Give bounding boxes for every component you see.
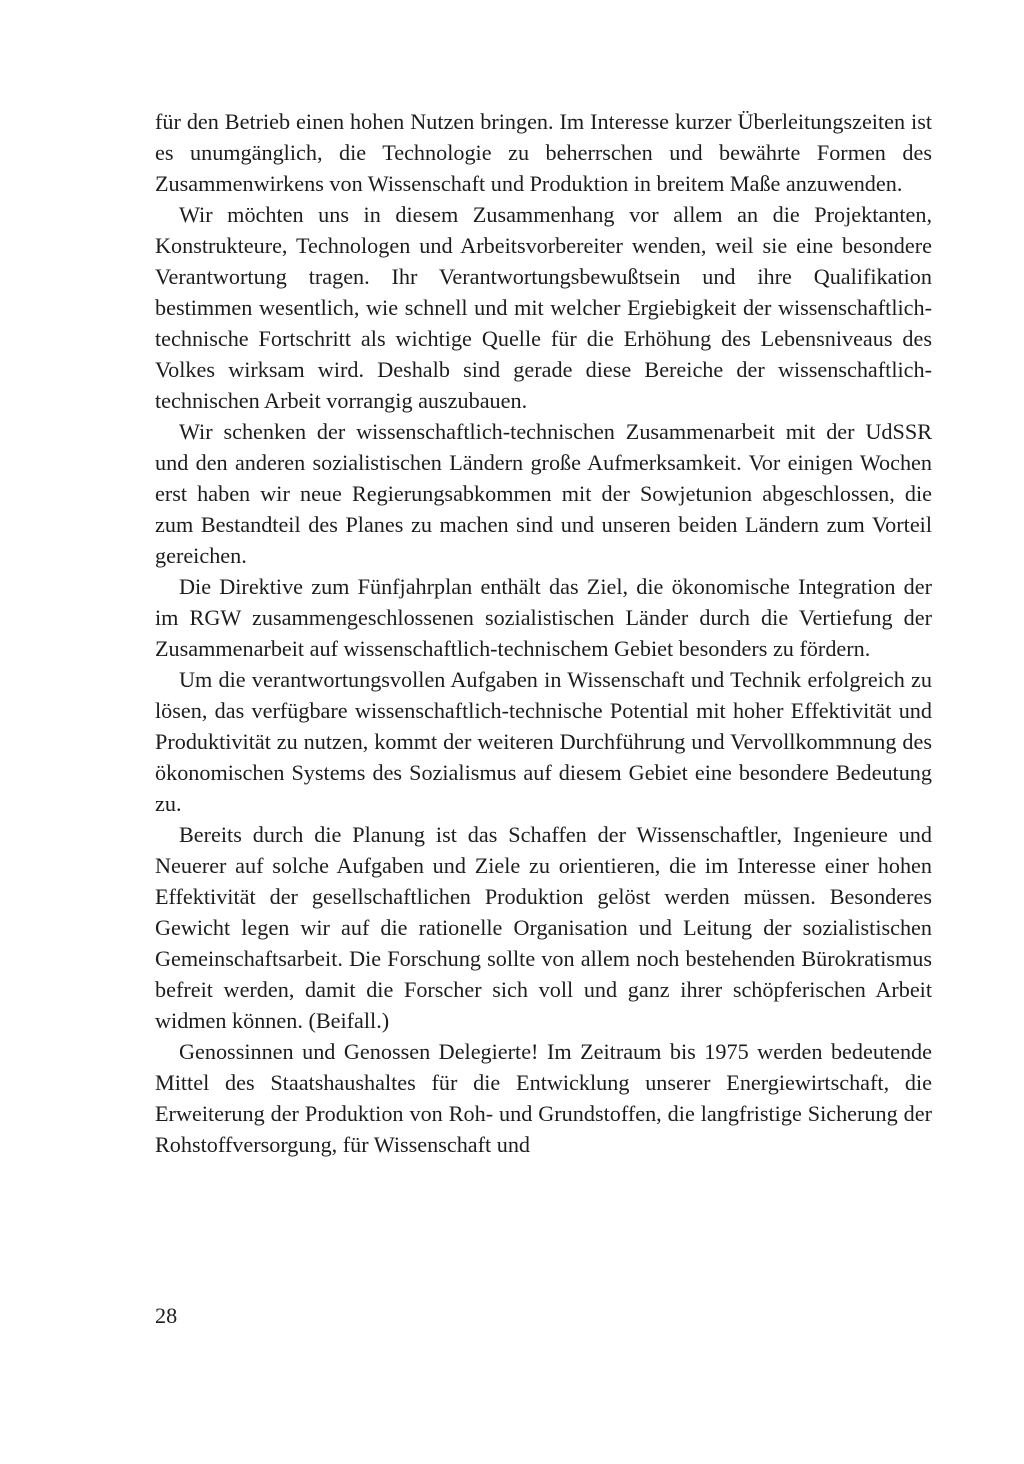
paragraph-3: Wir schenken der wissenschaftlich-technischen Zusammenarbeit mit der UdSSR und den anderen sozialistischen Ländern große Aufmerksamkeit. Vor einigen Wochen erst haben wir neue Regierungsabkommen mit der Sowjetunion abgeschlossen, die zum Bestandteil des Planes zu machen sind und unseren beiden Ländern zum Vorteil gereichen. [155, 419, 932, 568]
paragraph-5: Um die verantwortungsvollen Aufgaben in Wissenschaft und Technik erfolgreich zu lösen, das verfügbare wissenschaftlich-technische Potential mit hoher Effektivität und Produktivität zu nutzen, kommt der weiteren Durchführung und Vervollkommnung des ökonomischen Systems des Sozialismus auf diesem Gebiet eine besondere Bedeutung zu. [155, 667, 932, 816]
page-body [155, 106, 932, 1160]
paragraph-4: Die Direktive zum Fünfjahrplan enthält das Ziel, die ökonomische Integration der im RGW zusammengeschlossenen sozialistischen Länder durch die Vertiefung der Zusammenarbeit auf wissenschaftlich-technischem Gebiet besonders zu fördern. [155, 574, 932, 661]
paragraph-7: Genossinnen und Genossen Delegierte! Im Zeitraum bis 1975 werden bedeutende Mittel des Staatshaushaltes für die Entwicklung unserer Energiewirtschaft, die Erweiterung der Produktion von Roh- und Grundstoffen, die langfristige Sicherung der Rohstoffversorgung, für Wissenschaft und [155, 1039, 932, 1157]
page-number: 28 [155, 1303, 178, 1328]
paragraph-1: für den Betrieb einen hohen Nutzen bringen. Im Interesse kurzer Überleitungszeiten ist es unumgänglich, die Technologie zu beherrschen und bewährte Formen des Zusammenwirkens von Wissenschaft und Produktion in breitem Maße anzuwenden. [155, 109, 932, 196]
paragraph-6: Bereits durch die Planung ist das Schaffen der Wissenschaftler, Ingenieure und Neuerer auf solche Aufgaben und Ziele zu orientieren, die im Interesse einer hohen Effektivität der gesellschaftlichen Produktion gelöst werden müssen. Besonderes Gewicht legen wir auf die rationelle Organisation und Leitung der sozialistischen Gemeinschaftsarbeit. Die Forschung sollte von allem noch bestehenden Bürokratismus befreit werden, damit die Forscher sich voll und ganz ihrer schöpferischen Arbeit widmen können. (Beifall.) [155, 822, 932, 1033]
paragraph-2: Wir möchten uns in diesem Zusammenhang vor allem an die Projektanten, Konstrukteure, Technologen und Arbeitsvorbereiter wenden, weil sie eine besondere Verantwortung tragen. Ihr Verantwortungsbewußtsein und ihre Qualifikation bestimmen wesentlich, wie schnell und mit welcher Ergiebigkeit der wissenschaftlich-technische Fortschritt als wichtige Quelle für die Erhöhung des Lebensniveaus des Volkes wirksam wird. Deshalb sind gerade diese Bereiche der wissenschaftlich-technischen Arbeit vorrangig auszubauen. [155, 202, 932, 413]
